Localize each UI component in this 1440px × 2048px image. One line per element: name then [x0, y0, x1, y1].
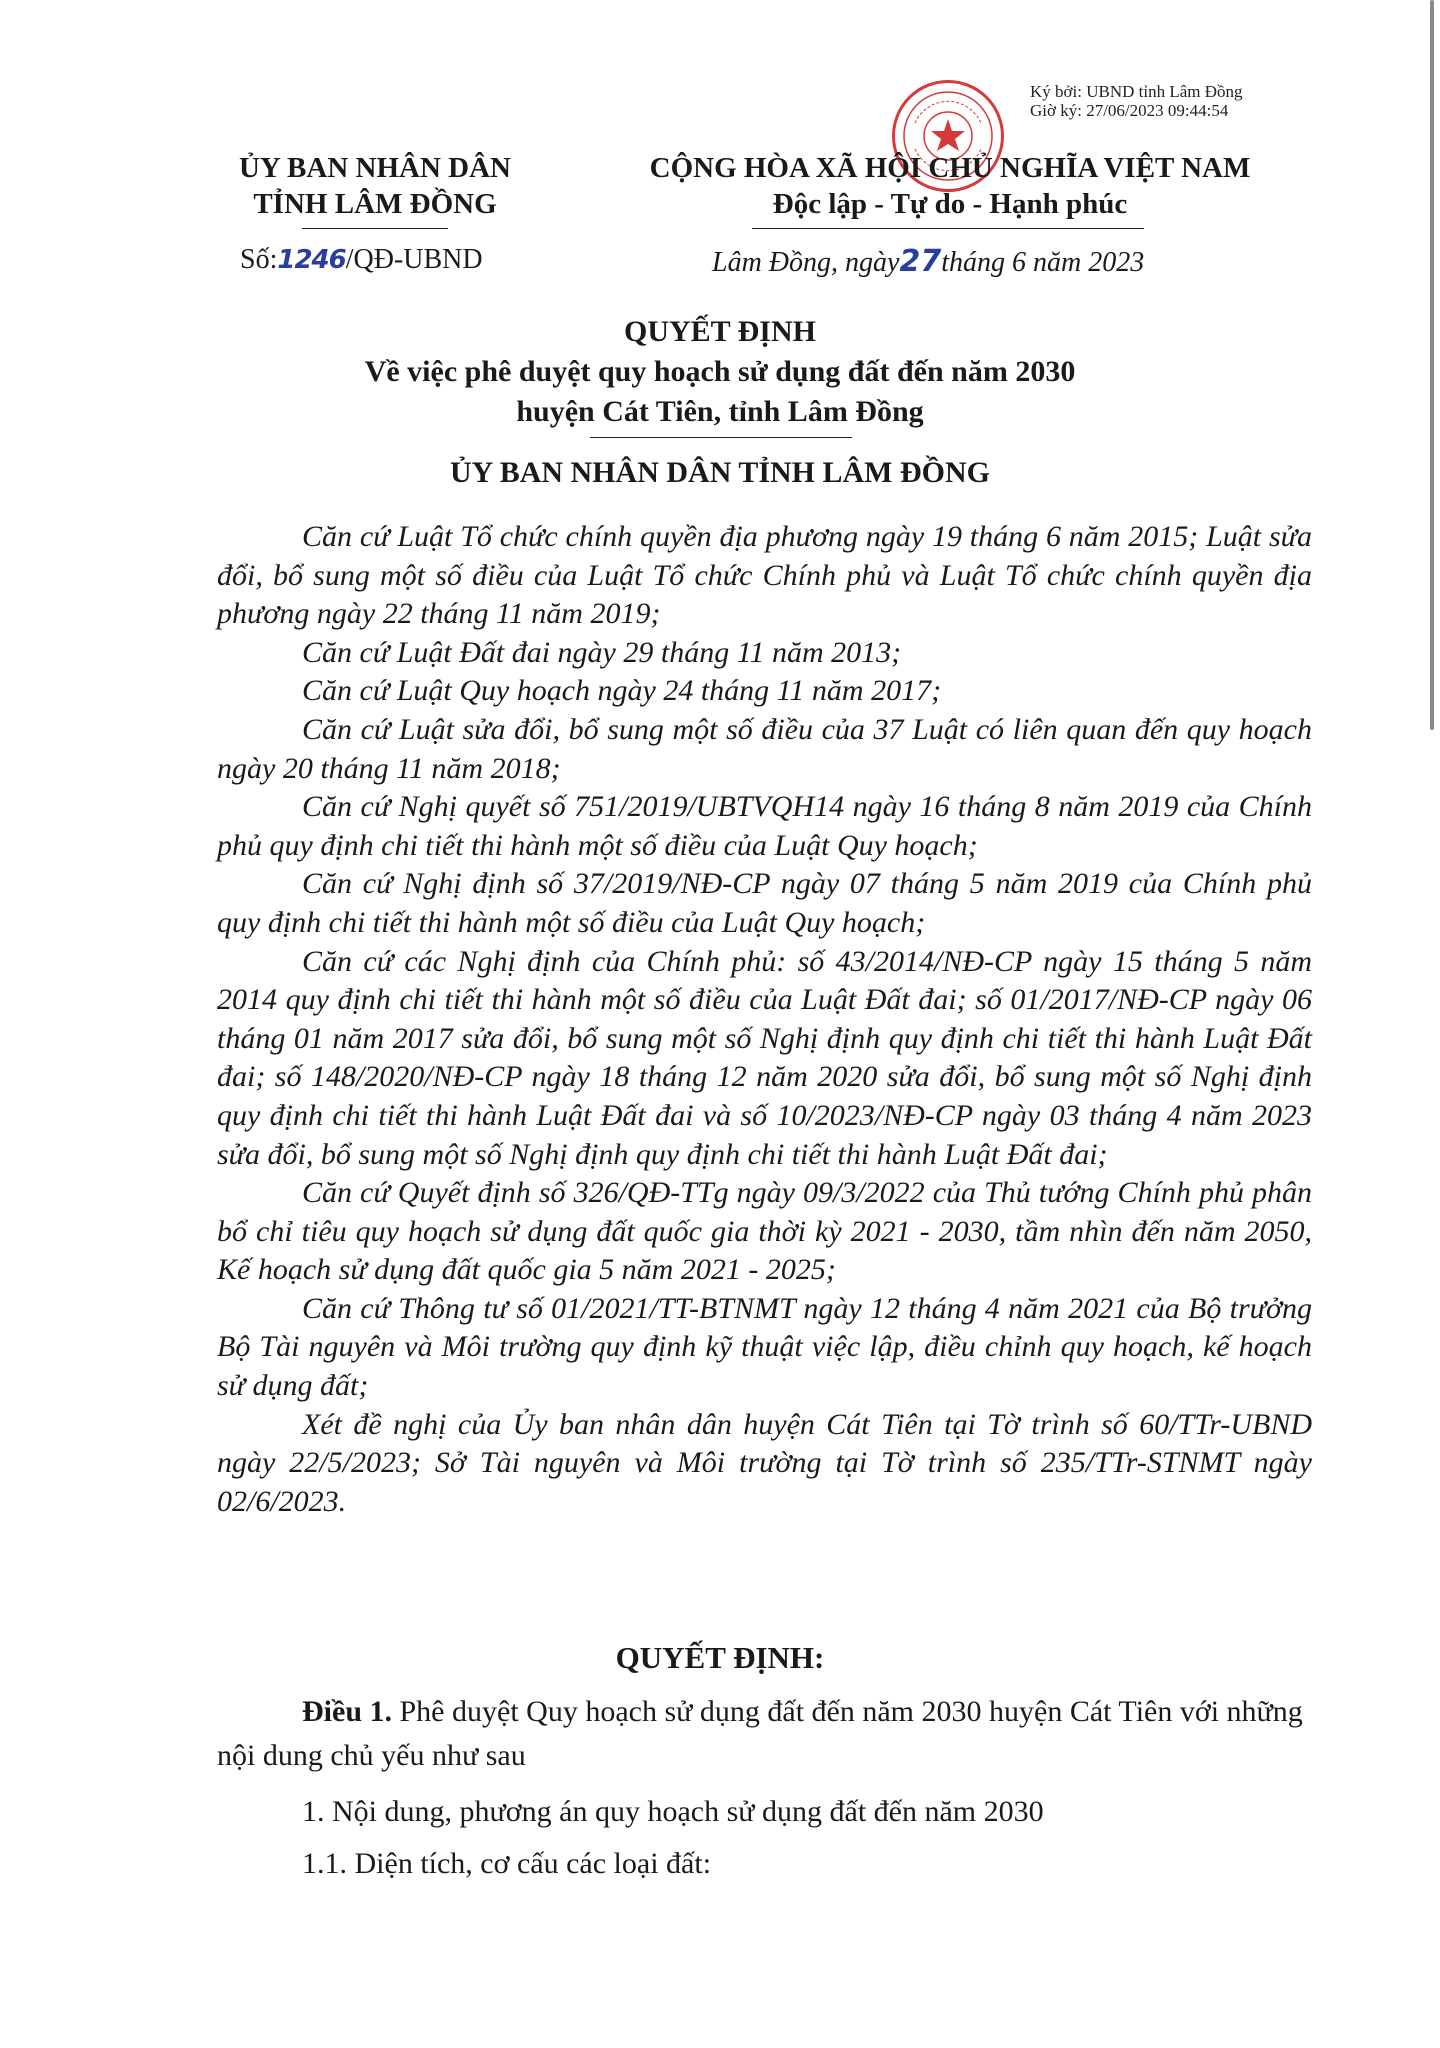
doc-no-prefix: Số: — [240, 244, 278, 275]
item-1-1: 1.1. Diện tích, cơ cấu các loại đất: — [302, 1847, 712, 1880]
date-prefix: Lâm Đồng, ngày — [712, 247, 900, 278]
document-type: QUYẾT ĐỊNH — [624, 315, 816, 348]
doc-no-suffix: /QĐ-UBND — [345, 244, 483, 275]
legal-basis-paragraph: Căn cứ Luật sửa đổi, bổ sung một số điều của 37 Luật có liên quan đến quy hoạch ngày 20 tháng 11 năm 2018; — [217, 712, 1312, 785]
vertical-scrollbar[interactable] — [1430, 0, 1434, 730]
document-number — [240, 244, 483, 276]
signer-label: Ký bởi: UBND tỉnh Lâm Đồng — [1030, 82, 1243, 101]
issue-date — [712, 244, 1144, 279]
legal-basis-paragraph: Căn cứ Quyết định số 326/QĐ-TTg ngày 09/3/2022 của Thủ tướng Chính phủ phân bổ chỉ tiêu quy hoạch sử dụng đất quốc gia thời kỳ 2021 - 2030, tầm nhìn đến năm 2050, Kế hoạch sử dụng đất quốc gia 5 năm 2021 - 2025; — [217, 1176, 1312, 1287]
legal-basis-paragraph: Căn cứ Luật Đất đai ngày 29 tháng 11 năm 2013; — [302, 635, 902, 669]
agency-header — [210, 150, 540, 222]
subject-line2: huyện Cát Tiên, tỉnh Lâm Đồng — [516, 395, 924, 428]
nation-line1: CỘNG HÒA XÃ HỘI CHỦ NGHĨA VIỆT NAM — [649, 152, 1251, 184]
document-title — [0, 312, 1440, 432]
legal-bases — [217, 518, 1312, 1521]
subject-line1: Về việc phê duyệt quy hoạch sử dụng đất đến năm 2030 — [364, 355, 1076, 388]
item-1: 1. Nội dung, phương án quy hoạch sử dụng đất đến năm 2030 — [302, 1795, 1044, 1828]
legal-basis-paragraph: Căn cứ Luật Quy hoạch ngày 24 tháng 11 năm 2017; — [302, 674, 942, 708]
date-suffix: tháng 6 năm 2023 — [941, 247, 1145, 278]
legal-basis-paragraph: Căn cứ Luật Tổ chức chính quyền địa phương ngày 19 tháng 6 năm 2015; Luật sửa đổi, bổ sung một số điều của Luật Tổ chức Chính phủ và Luật Tổ chức chính quyền địa phương ngày 22 tháng 11 năm 2019; — [217, 520, 1312, 631]
article-1 — [217, 1690, 1312, 1886]
legal-basis-paragraph: Xét đề nghị của Ủy ban nhân dân huyện Cát Tiên tại Tờ trình số 60/TTr-UBND ngày 22/5/2023; Sở Tài nguyên và Môi trường tại Tờ trình số 235/TTr-STNMT ngày 02/6/2023. — [217, 1407, 1312, 1518]
national-header — [615, 150, 1285, 222]
nation-line2: Độc lập - Tự do - Hạnh phúc — [772, 188, 1128, 220]
sign-time-label: Giờ ký: 27/06/2023 09:44:54 — [1030, 101, 1229, 120]
issuing-authority: ỦY BAN NHÂN DÂN TỈNH LÂM ĐỒNG — [449, 456, 990, 489]
legal-basis-paragraph: Căn cứ Nghị quyết số 751/2019/UBTVQH14 ngày 16 tháng 8 năm 2019 của Chính phủ quy định chi tiết thi hành một số điều của Luật Quy hoạch; — [217, 790, 1312, 862]
decision-heading: QUYẾT ĐỊNH: — [615, 1640, 825, 1675]
legal-basis-paragraph: Căn cứ Thông tư số 01/2021/TT-BTNMT ngày 12 tháng 4 năm 2021 của Bộ trưởng Bộ Tài nguyên và Môi trường quy định kỹ thuật việc lập, điều chỉnh quy hoạch, kế hoạch sử dụng đất; — [217, 1291, 1312, 1403]
agency-divider — [302, 228, 448, 229]
agency-line2: TỈNH LÂM ĐỒNG — [253, 188, 497, 220]
date-day-handwritten: 27 — [899, 244, 942, 279]
legal-basis-paragraph: Căn cứ Nghị định số 37/2019/NĐ-CP ngày 07 tháng 5 năm 2019 của Chính phủ quy định chi tiết thi hành một số điều của Luật Quy hoạch; — [217, 867, 1312, 939]
agency-line1: ỦY BAN NHÂN DÂN — [238, 152, 511, 184]
article-1-label: Điều 1. — [302, 1695, 392, 1728]
doc-no-handwritten: 1246 — [277, 245, 346, 275]
title-divider — [590, 437, 852, 438]
digital-signature-info — [1030, 82, 1243, 120]
legal-basis-paragraph: Căn cứ các Nghị định của Chính phủ: số 43/2014/NĐ-CP ngày 15 tháng 5 năm 2014 quy định chi tiết thi hành một số điều của Luật Đất đai; số 01/2017/NĐ-CP ngày 06 tháng 01 năm 2017 sửa đổi, bổ sung một số Nghị định quy định chi tiết thi hành Luật Đất đai; số 148/2020/NĐ-CP ngày 18 tháng 12 năm 2020 sửa đổi, bổ sung một số Nghị định quy định chi tiết thi hành Luật Đất đai và số 10/2023/NĐ-CP ngày 03 tháng 4 năm 2023 sửa đổi, bổ sung một số Nghị định quy định chi tiết thi hành Luật Đất đai; — [217, 944, 1312, 1171]
motto-divider — [752, 228, 1144, 229]
article-1-paragraph — [217, 1690, 1312, 1778]
article-1-text: Phê duyệt Quy hoạch sử dụng đất đến năm 2030 huyện Cát Tiên với những nội dung chủ yếu như sau — [217, 1695, 1303, 1772]
